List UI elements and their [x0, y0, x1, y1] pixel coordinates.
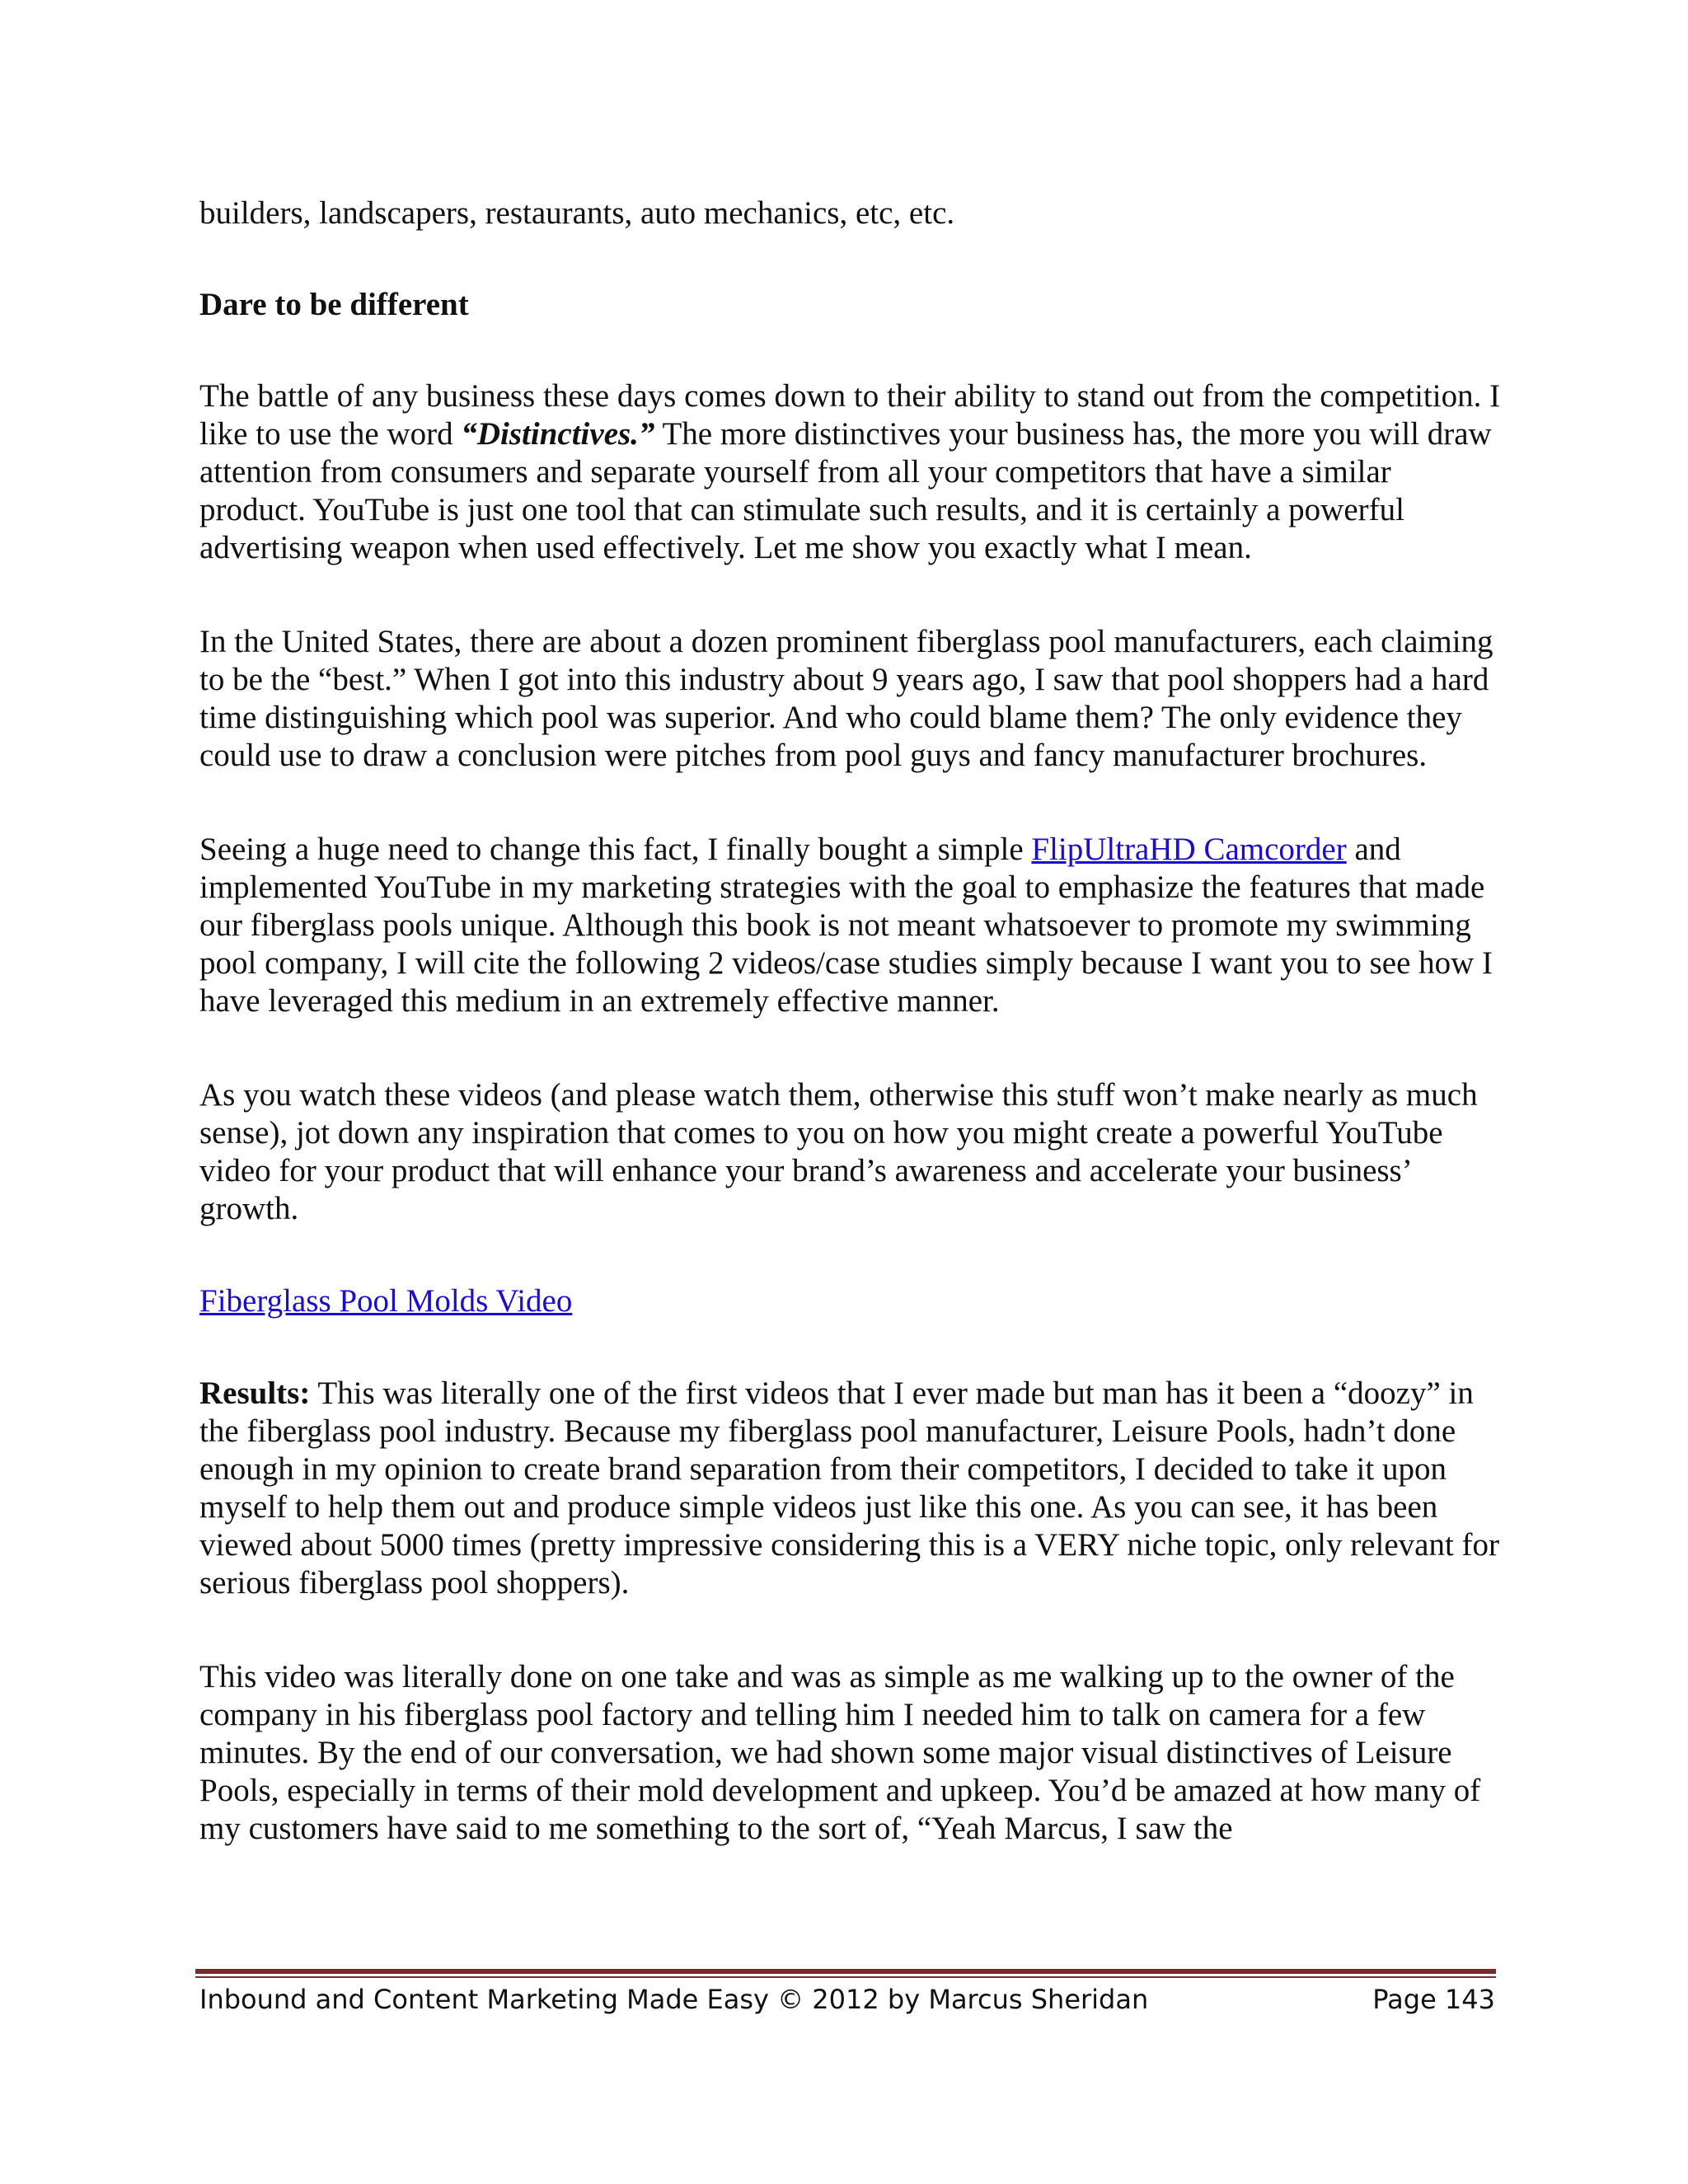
page-number: Page 143: [1372, 1984, 1495, 2015]
paragraph-text: This was literally one of the first videos that I ever made but man has it been a “doozy” in the fiberglass pool industry. Because my fiberglass pool manufacturer, Leisure Pools, hadn’t done enough in my opinion to create brand separation from their competitors, I decided to take it upon myself to help them out and produce simple videos just like this one. As you can see, it has been viewed about 5000 times (pretty impressive considering this is a VERY niche topic, only relevant for serious fiberglass pool shoppers).: [199, 1376, 1500, 1601]
paragraph-manufacturers: [199, 623, 1502, 775]
paragraph-distinctives: [199, 377, 1502, 567]
paragraph-text: The more distinctives your business has, the more you will draw attention from consumers and separate yourself from all your competitors that have a similar product. YouTube is just one tool that can stimulate such results, and it is certainly a powerful advertising weapon when used effectively. Let me show you exactly what I mean.: [199, 416, 1492, 565]
footer-divider-thick: [195, 1969, 1496, 1974]
paragraph-watch-videos: [199, 1076, 1502, 1228]
paragraph-text: As you watch these videos (and please watch them, otherwise this stuff won’t make nearly as much sense), jot down any inspiration that comes to you on how you might create a powerful YouTube video for your product that will enhance your brand’s awareness and accelerate your business’ growth.: [199, 1077, 1478, 1226]
camcorder-link[interactable]: FlipUltraHD Camcorder: [1031, 832, 1347, 867]
results-label: Results:: [199, 1376, 311, 1411]
paragraph-camcorder: [199, 831, 1502, 1020]
paragraph-results: [199, 1375, 1502, 1602]
paragraph-one-take: [199, 1658, 1502, 1848]
paragraph-continuation: [199, 194, 1502, 232]
paragraph-text: Seeing a huge need to change this fact, I finally bought a simple: [199, 832, 1032, 867]
paragraph-text: In the United States, there are about a dozen prominent fiberglass pool manufacturers, each claiming to be the “best.” When I got into this industry about 9 years ago, I saw that pool shoppers had a hard time distinguishing which pool was superior. And who could blame them? The only evidence they could use to draw a conclusion were pitches from pool guys and fancy manufacturer brochures.: [199, 624, 1493, 773]
paragraph-text: The battle of any business these days comes down to their ability to stand out from the competition. I like to use the word: [199, 378, 1501, 452]
video-link-line: [199, 1282, 1502, 1320]
paragraph-text: and implemented YouTube in my marketing strategies with the goal to emphasize the features that made our fiberglass pools unique. Although this book is not meant whatsoever to promote my swimming pool company, I will cite the following 2 videos/case studies simply because I want you to see how I have leveraged this medium in an extremely effective manner.: [199, 832, 1493, 1019]
page-body: [199, 194, 1502, 1848]
pool-molds-video-link[interactable]: Fiberglass Pool Molds Video: [199, 1283, 573, 1319]
emphasis-distinctives: “Distinctives.”: [461, 416, 655, 452]
paragraph-text: builders, landscapers, restaurants, auto mechanics, etc, etc.: [199, 195, 955, 231]
section-heading: Dare to be different: [199, 287, 469, 322]
paragraph-text: This video was literally done on one take and was as simple as me walking up to the owner of the company in his fiberglass pool factory and telling him I needed him to talk on camera for a few minutes. By the end of our conversation, we had shown some major visual distinctives of Leisure Pools, especially in terms of their mold development and upkeep. You’d be amazed at how many of my customers have said to me something to the sort of, “Yeah Marcus, I saw the: [199, 1659, 1481, 1846]
footer-divider-thin: [195, 1976, 1496, 1978]
footer-copyright: Inbound and Content Marketing Made Easy © 2012 by Marcus Sheridan: [199, 1984, 1149, 2015]
